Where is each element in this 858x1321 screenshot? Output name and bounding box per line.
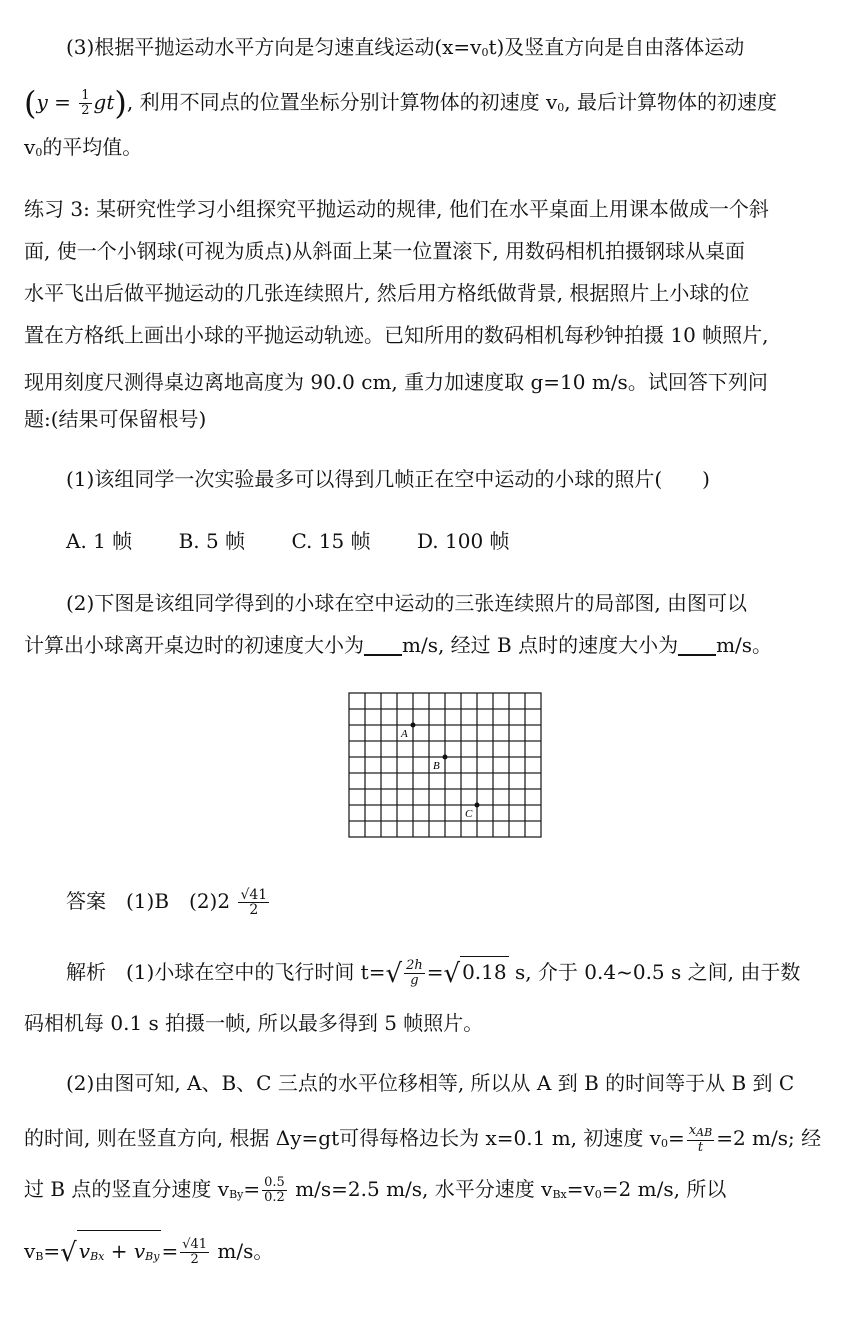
analysis-line6: $v_B=√$ $v_{Bx} + v_{By}$ = $\frac{√41}{2}$ m/s。: [24, 1230, 273, 1272]
exercise-line5: 现用刻度尺测得桌边离地高度为 90.0 cm, 重力加速度取 g=10 m/s。试回答下列问: [24, 370, 768, 394]
analysis-line5: 过 B 点的竖直分速度 $v_{By}=$ $\frac{0.5}{0.2}$ m/s=2.5 m/s, 水平分速度 $v_{Bx}=v_0=2$ m/s, 所以: [24, 1175, 727, 1205]
label-a: A: [401, 728, 408, 740]
exercise-line2: 面, 使一个小钢球(可视为质点)从斜面上某一位置滚下, 用数码相机拍摄钢球从桌面: [24, 239, 746, 263]
q1-options: [66, 526, 510, 556]
answer-blank-2: [678, 634, 716, 656]
option-a: A. 1 帧: [66, 529, 133, 553]
analysis-line4: 的时间, 则在竖直方向, 根据 Δy=gt可得每格边长为 x=0.1 m, 初速度 $v_0=$ $\frac{x_{AB}}{t}$ =2 m/s; 经: [24, 1123, 822, 1155]
q1-stem: (1)该组同学一次实验最多可以得到几帧正在空中运动的小球的照片( ): [66, 467, 710, 491]
exercise-line4: 置在方格纸上画出小球的平抛运动轨迹。已知所用的数码相机每秒钟拍摄 10 帧照片,: [24, 323, 769, 347]
exercise-line1: 练习 3: 某研究性学习小组探究平抛运动的规律, 他们在水平桌面上用课本做成一个斜: [24, 197, 769, 221]
option-d: D. 100 帧: [416, 529, 510, 553]
answer-blank-1: [364, 634, 402, 656]
grid-figure: [348, 692, 544, 842]
point-a: [411, 723, 416, 728]
p3-line1: (3)根据平抛运动水平方向是匀速直线运动$(x=v_0t)$及竖直方向是自由落体运动: [66, 35, 745, 59]
q2-line1: (2)下图是该组同学得到的小球在空中运动的三张连续照片的局部图, 由图可以: [66, 591, 748, 615]
label-b: B: [433, 760, 440, 772]
answer-line: 答案 (1)B (2)2 $\frac{√41}{2}$: [66, 887, 268, 918]
exercise-line6: 题:(结果可保留根号): [24, 407, 207, 431]
option-b: B. 5 帧: [178, 529, 246, 553]
analysis-line1: 解析 (1)小球在空中的飞行时间 t=√ $\frac{2h}{g}$ =√ 0.18 s, 介于 0.4~0.5 s 之间, 由于数: [66, 958, 801, 989]
exercise-line3: 水平飞出后做平抛运动的几张连续照片, 然后用方格纸做背景, 根据照片上小球的位: [24, 281, 750, 305]
option-c: C. 15 帧: [291, 529, 371, 553]
p3-line2: (y = $\frac{1}{2}$ gt), 利用不同点的位置坐标分别计算物体的初速度 $v_0$, 最后计算物体的初速度: [24, 84, 777, 122]
analysis-line3: (2)由图可知, A、B、C 三点的水平位移相等, 所以从 A 到 B 的时间等于从 B 到 C: [66, 1071, 795, 1095]
point-c: [475, 803, 480, 808]
label-c: C: [465, 808, 473, 820]
point-b: [443, 755, 448, 760]
analysis-line2: 码相机每 0.1 s 拍摄一帧, 所以最多得到 5 帧照片。: [24, 1011, 484, 1035]
q2-line2: 计算出小球离开桌边时的初速度大小为 m/s, 经过 B 点时的速度大小为 m/s。: [24, 633, 773, 657]
p3-line3: $v_0$的平均值。: [24, 135, 143, 159]
